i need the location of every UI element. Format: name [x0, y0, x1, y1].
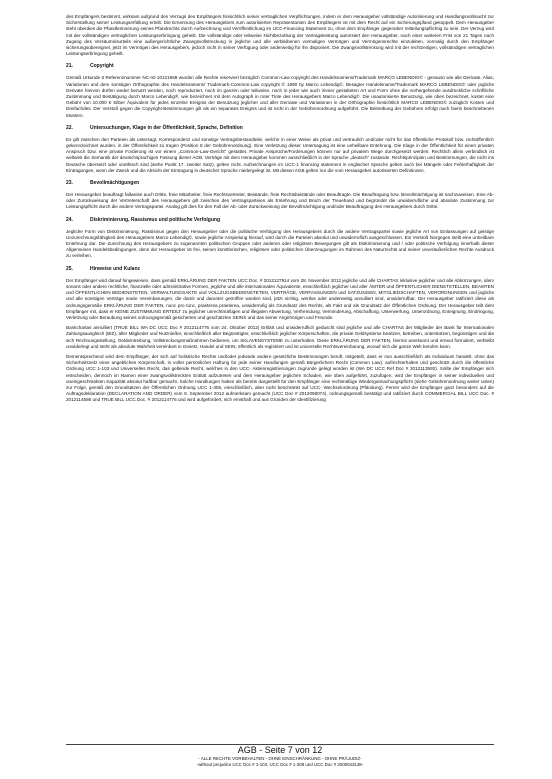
section-paragraph: Der Empfänger wird darauf hingewiesen, dass gemäß ERKLÄRUNG DER FAKTEN UCC Doc. # 2012127914 vom 28. November 2012 jegliche und alle CHARTAS inklusive jeglicher und alle Abkürzungen, idem sonans oder andere rechtliche, finanzielle oder administrative Formen, jegliche und alle internationalen Äquivalente, einschließlich jeglicher und aller ÄMTER und ÖFFENTLICHER DIENSTSTELLEN, BEAMTEN und ÖFFENTLICHEN BEDIENSTETEN, VERWALTUNGSAKTE und VOLLZUGSBEDIENSTETEN, VERTRÄGE, VERFASSUNGEN und SATZUNGEN, MITGLIEDSCHAFTEN, VERORDNUNGEN und jegliche und alle sonstigen Verträge sowie Vereinbarungen, die damit und darunter getroffen worden sind, jetzt nichtig, wertlos oder anderweitig annulliert sind, unwiderrufbar. Der Herausgeber ratifiziert diese als ordnungsgemäße ERKLÄRUNG DER FAKTEN, nunc pro tunc, praeterea praeterea, unwiderrufig als Grundsatz des Rechts, als Fakt und als Grundsatz der Öffentlichen Ordnung. Der Herausgeber teilt dem Empfänger mit, dass er KEINE ZUSTIMMUNG ERTEILT zu jeglicher unrechtmäßigen und illegalen Abwertung, Verfremdung, Verminderung, Abschaffung, Unterwerfung, Unterordnung, Enteignung, Eindringung, Verletzung oder Beraubung seines ordnungsgemäß gesicherten und geschützten SEINS und das seiner Angehörigen und Freunde. [66, 277, 494, 320]
section-title: Hinweise und Kulanz [90, 265, 141, 272]
section-heading [66, 125, 494, 131]
section-number: 22. [66, 124, 73, 131]
section-paragraph: Es gilt zwischen den Parteien als untersagt, Korrespondenz und sonstige Vertragsbestandteile, welche in einer Weise als privat und vertraulich und/oder nicht für das öffentliche Protokoll bzw. nichtöffentlich gekennzeichnet wurden, in der Öffentlichkeit zu tragen (Position 8 der Gebührenordnung). Eine Verletzung dieser Untersagung ist eine unheilbare Entehrung. Die Klage in der Öffentlichkeit für einen privaten Anspruch bzw. eine private Forderung ist vor einem „Common-Law-Gericht" gestattet. Private Ansprüche/Forderungen können nur auf privatem Wege durchgesetzt werden. Rechtlich allein verbindlich ist weltweit die Semantik der deutschsprachigen Fassung dieser AGB. Verträge mit dem Herausgeber kommen ausschließlich in der Sprache „deutsch" zustande. Rechtsprinzipien und Bestimmungen, die nicht ins Deutsche übersetzt oder unethisch sind (siehe Punkt 17. zweiter Satz), gelten nicht. Aufzeichnungen im UCC-1 financing statement in englischer Sprache gelten auch bei Mängeln oder Fehlerhaftigkeit der Eintragungen, wenn der Zweck und die Absicht der Eintragung in deutscher Sprache niedergelegt ist. Mit diesen AGB gelten nur die vom Herausgeber autorisierten Definitionen. [66, 136, 494, 173]
section-24 [66, 217, 494, 260]
section-23 [66, 180, 494, 211]
section-title: Copyright [90, 63, 114, 70]
section-heading [66, 266, 494, 272]
section-paragraph: Jegliche Form von Diskriminierung, Rassismus gegen den Herausgeber oder die politische Verfolgung des Herausgebers durch die andere Vertragspartei sowie jegliche Art von Einlassungen auf geistige Unzurechnungsfähigkeit des Herausgebers Marco Lebendig©, sowie jegliche Anspielung hierauf, wird durch die Parteien absolut und unwiderruflich ausgeschlossen. Ein Verstoß hiergegen stellt eine unheilbare Entehrung dar. Die Zurechnung des Herausgebers zu sogenannten politischen Gruppen oder anderen oder religiösen Bewegungen gilt als Diskriminierung und / oder politische Verfolgung innerhalb dieser Allgemeinen Handelsbedingungen, denn der Herausgeber ist frei, seinen künstlerischen, religiösen oder politischen Überzeugungen im Rahmen des Naturrechts und seiner unveräußerlichen Rechte Ausdruck zu verleihen. [66, 228, 494, 259]
footer-rights-line: - ALLE RECHTE VORBEHALTEN - OHNE EINSCHRÄNKUNG - OHNE PRÄJUDIZ- [198, 756, 362, 761]
section-heading [66, 63, 494, 69]
section-number: 21. [66, 63, 73, 70]
section-21 [66, 63, 494, 118]
page-body [66, 14, 494, 408]
section-title: Untersuchungen, Klage in der Öffentlichkeit, Sprache, Definition [90, 124, 243, 131]
section-paragraph: Dementsprechend wird dem Empfänger, der sich auf holistische Rechte und/oder jedwede andere gesetzliche Bestimmungen beruft, mitgeteilt, dass er nun ausschließlich als Individuum handelt, ohne das Sicherheitsnetz einer angeblichen Körperschaft, in voller persönlicher Haftung für jede seiner Handlungen gemäß Bürgerlichem Recht (Common Law), aufrechterhalten und geschützt durch die öffentliche Ordnung UCC 1-103 und Universelles Recht, das geltende Recht, welches in den UCC- Aktienregistrierungen zugrunde gelegt worden ist (WA DC UCC Ref Doc # 2012113593). Sollte der Empfänger sich entscheiden, dennoch im Namen einer zwangsvollstreckten Entität aufzutreten und dem Herausgeber jeglichen Schaden, wie oben aufgeführt, zuzufügen, wird der Empfänger in seiner individuellen und uneingeschränkten Kapazität absolut haftbar gemacht. Solche Handlungen haben als bereits dargestellt für den Empfänger eine rechtmäßige Wiedergutmachungspflicht (siehe Gebührenordnung weiter unten) zur Folge, gemäß den Grundsätzen der Öffentlichen Ordnung UCC 1-305, einschließlich, aber nicht beschränkt auf UCC- Wechselordnung (Pfändung). Ferner wird der Empfänger ganz besonders auf die Auftragsdeklaration (DECLARATION AND ORDER) vom 9. September 2012 aufmerksam gemacht (UCC Doc # 2012096074), ordnungsgemäß bestätigt und ratifiziert durch COMMERCIAL BILL UCC Doc. # 2012114586 und TRUE BILL UCC Doc. # 2012114776 und wird aufgefordert, sich ernsthaft und aus Gründen der Identifizierung [66, 353, 494, 403]
section-title: Bevollmächtigungen [90, 180, 140, 187]
section-number: 25. [66, 265, 73, 272]
section-number: 23. [66, 180, 73, 187]
section-heading [66, 180, 494, 186]
section-heading [66, 217, 494, 223]
section-25 [66, 266, 494, 404]
section-22 [66, 125, 494, 174]
section-title: Diskriminierung, Rassismus und politische Verfolgung [90, 216, 221, 223]
section-paragraph: Bankchartas annulliert (TRUE BILL WA DC UCC Doc # 2012114776 vom 24. Oktober 2012) Erklärt und unwiderruflich geduscht sind jegliche und alle CHARTAS der Mitglieder der Bank für Internationalen Zahlungsausgleich (BIZ), aller Mitglieder und Nutznießer, einschließlich aller Begünstigter, einschließlich jeglicher Körperschaften, die private Geldsysteme besitzen, betreiben, unterstützen, begünstigen und die sich Rechnungsstellung, Geldeintreibung, Vollstreckungsmaßnahmen bedienen, um SKLAVENSYSTEME zu unterhalten. Diese ERKLÄRUNG DER FAKTEN, hiermit anerkannt und erneut formuliert, verbleibt unwiderlegt und steht als absolute Wahrheit vereinbart in Gesetz, Handel und SEIN, öffentlich als registriert und ist universelle Rechtsvereinbarung, worauf sich die ganze Welt berufen kann. [66, 325, 494, 349]
section-number: 24. [66, 216, 73, 223]
section-paragraph: Gemäß Urkunde 6 Referenznummer NC-ml-10121969 wurden alle Rechte reserviert bezüglich Common-Law copyright des Handelsnamens/Trademark MARCO LEBENDIG© - genauso wie alle Derivate, Alias, Variationen und dem sonstigen Orthographie des Handelsnamens/ Trademark-Common-Law copyright © 1990 by Marco Lebendig©. Besagter Handelsname/Trademark MARCO LEBENDIG© oder jegliche Derivate hiervon dürfen weder benutzt werden, noch reproduziert, noch im ganzen oder teilweise, noch in jeder wie auch immer gestalteten Art und Form ohne die vorhergehende ausdrückliche schriftliche Zustimmung und Bestätigung durch Marco Lebendig®, wie bezeichnet mit dem Autograph in roter Tinte des Herausgebers Marco Lebendig©. Die unautorisierte Benutzung, wie oben bezeichnet, kostet eine Gebühr von 10.000 € Silber Äquivalent für jedes einzelne Ereignis der Benutzung jeglicher und aller Derivate und Variationen in der Orthographie hinsichtlich MARCO LEBENDIG© zuzüglich Kosten und Dreifachdes. Der Verstoß gegen die Copyright-Bestimmungen gilt als ein separates Ereignis und ist nicht in der Gebührenordnung aufgeführt. Die Beitreibung der Gebühren erfolgt nach hierin beschriebenen Mustern. [66, 75, 494, 118]
section-paragraph: Der Herausgeber beauftragt fallweise auch Dritte, freie Mitarbeiter, freie Rechtsvertreter, Beistände, freie Rechtsbeistände oder Beauftragte. Die Beauftragung bzw. Bevollmächtigung ist nachzuweisen. Eine Ab- oder Zurückweisung der Vertreterschaft des Herausgebers gilt zwischen den Vertragsparteien als Entehrung und Bruch der Treuehand und begründet die unwiderrufliche und absolute Zustimmung zur Leistungspflicht durch die andere Vertragspartei. Analog gilt dies für den Fall der Ab- oder Zurückweisung der Bevollmächtigung und/oder Beauftragung des Herausgebers durch Dritte. [66, 192, 494, 210]
page-footer [66, 745, 494, 768]
page-number-title: AGB - Seite 7 von 12 [237, 745, 323, 755]
footer-prejudice-line: -without prejudice UCC Doc # 1-103, UCC Doc # 1-308 und UCC Doc # 2000043138- [196, 762, 364, 767]
intro-paragraph: des Empfängers bestimmt, wirksam aufgrund des Verzugs des Empfängers hinsichtlich seiner vertraglichen Verpflichtungen, indem er dem Herausgeber vollständige Autorisierung und Handlungsvollmacht zur Sicherstellung seiner Leistungserfüllung erteilt. Die Ernennung des Herausgebers zum autorisierten Repräsentanten des Empfängers ist mit dem Recht auf ein Sicherungspfand gekoppelt. Dem Herausgeber steht überdies die Pfandlerinnerung seines Pfandrechts durch Aufzeichnung und Veröffentlichung im UCC-Financing Statement zu, ohne dem Empfänger gegenüber mitteilungspflichtig zu sein. Der Verzug wird mit der vollständigen vertraglichen Leistungserbringung geheilt. Die vollständige oder teilweise Nichtbezahlung der Vertragsleistung autorisiert den Herausgeber, nach einer weiteren Frist von 21 Tagen nach Zugang des Versäumnisurteils eine außergerichtliche Zwangsvollstreckung in jegliche und alle verbleibenen vormaligen Vermögen und Vermögensrechte einzuleiten, vormalig durch den Empfänger sicherungsübereignet, jetzt im Vermögen des Herausgebers, jedoch nicht in seiner Verfügung oder anderweitig für ihn disponiert. Die Zwangsvollstreckung wird mit der rechtzeitigen, vollständigen vertraglichen Leistungserbringung geheilt. [66, 14, 494, 57]
